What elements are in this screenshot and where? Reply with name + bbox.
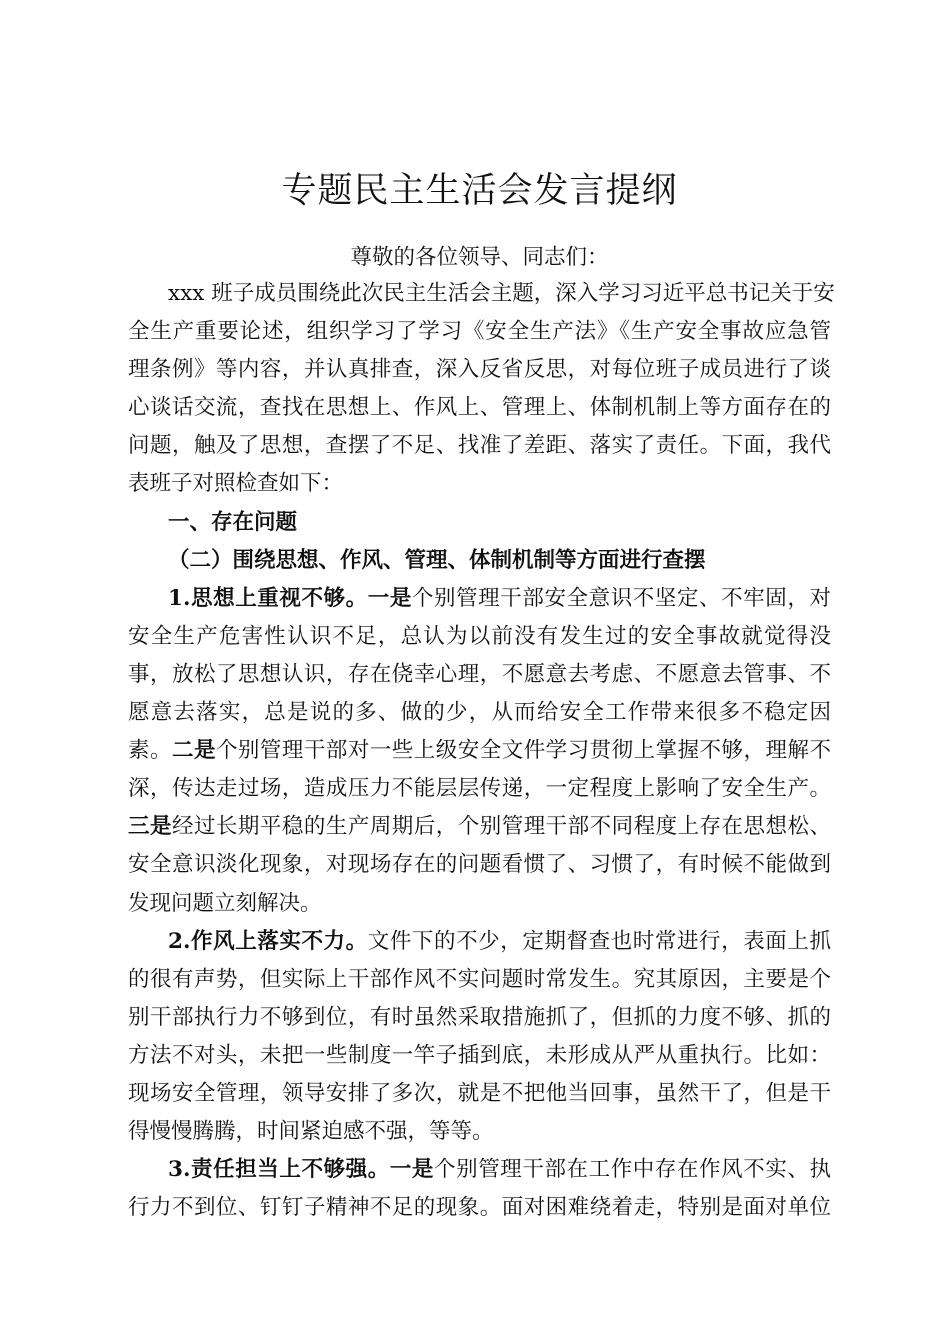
paragraph-line: 得慢慢腾腾，时间紧迫感不强，等等。 bbox=[128, 1119, 494, 1145]
point-heading: 1.思想上重视不够。 bbox=[168, 585, 368, 611]
enumerator: 一是 bbox=[389, 1157, 435, 1183]
intro-line: 理条例》等内容，并认真排查，深入反省反思，对每位班子成员进行了谈 bbox=[128, 357, 831, 383]
intro-line: 全生产重要论述，组织学习了学习《安全生产法》《生产安全事故应急管 bbox=[128, 319, 831, 345]
paragraph-line: 行力不到位、钉钉子精神不足的现象。面对困难绕着走，特别是面对单位 bbox=[128, 1195, 831, 1221]
intro-line: 问题，触及了思想，查摆了不足、找准了差距、落实了责任。下面，我代 bbox=[128, 433, 831, 459]
paragraph-text: 个别管理干部在工作中存在作风不实、执 bbox=[434, 1157, 831, 1183]
paragraph-text: 经过长期平稳的生产周期后，个别管理干部不同程度上存在思想松、 bbox=[171, 814, 831, 840]
salutation: 尊敬的各位领导、同志们： bbox=[350, 245, 609, 270]
paragraph-line: 现场安全管理，领导安排了多次，就是不把他当回事，虽然干了，但是干 bbox=[128, 1080, 831, 1106]
paragraph-text: 素。 bbox=[128, 738, 172, 764]
paragraph-line: 深，传达走过场，造成压力不能层层传递，一定程度上影响了安全生产。 bbox=[128, 776, 831, 802]
paragraph-line: 事，放松了思想认识，存在侥幸心理，不愿意去考虑、不愿意去管事、不 bbox=[128, 661, 831, 687]
paragraph-line bbox=[128, 732, 831, 770]
paragraph-line: 方法不对头，未把一些制度一竿子插到底，未形成从严从重执行。比如： bbox=[128, 1042, 831, 1068]
paragraph-line: 愿意去落实，总是说的多、做的少，从而给安全工作带来很多不稳定因 bbox=[128, 700, 831, 726]
paragraph-text: 个别管理干部安全意识不坚定、不牢固，对 bbox=[411, 585, 831, 611]
intro-line: 心谈话交流，查找在思想上、作风上、管理上、体制机制上等方面存在的 bbox=[128, 395, 831, 421]
paragraph-line bbox=[128, 808, 831, 846]
point-heading: 2.作风上落实不力。 bbox=[168, 928, 368, 954]
paragraph-line bbox=[128, 923, 831, 961]
subsection-heading: （二）围绕思想、作风、管理、体制机制等方面进行查摆 bbox=[168, 547, 706, 573]
intro-line: xxx 班子成员围绕此次民主生活会主题，深入学习习近平总书记关于安 bbox=[168, 281, 835, 306]
section-heading: 一、存在问题 bbox=[168, 509, 298, 535]
paragraph-line bbox=[128, 1151, 831, 1189]
point-heading: 3.责任担当上不够强。 bbox=[168, 1157, 390, 1183]
paragraph-line bbox=[128, 580, 831, 618]
paragraph-line: 安全生产危害性认识不足，总认为以前没有发生过的安全事故就觉得没 bbox=[128, 623, 831, 649]
paragraph-line: 发现问题立刻解决。 bbox=[128, 890, 322, 916]
paragraph-line: 安全意识淡化现象，对现场存在的问题看惯了、习惯了，有时候不能做到 bbox=[128, 852, 831, 878]
enumerator: 三是 bbox=[128, 814, 172, 840]
document-title: 专题民主生活会发言提纲 bbox=[281, 171, 678, 211]
enumerator: 一是 bbox=[367, 585, 412, 611]
enumerator: 二是 bbox=[171, 738, 216, 764]
paragraph-line: 别干部执行力不够到位，有时虽然采取措施抓了，但抓的力度不够、抓的 bbox=[128, 1004, 831, 1030]
document-body bbox=[128, 275, 835, 1227]
paragraph-line: 的很有声势，但实际上干部作风不实问题时常发生。究其原因，主要是个 bbox=[128, 966, 831, 992]
paragraph-text: 个别管理干部对一些上级安全文件学习贯彻上掌握不够，理解不 bbox=[215, 738, 831, 764]
intro-line: 表班子对照检查如下： bbox=[128, 471, 344, 497]
paragraph-text: 文件下的不少，定期督查也时常进行，表面上抓 bbox=[367, 928, 831, 954]
